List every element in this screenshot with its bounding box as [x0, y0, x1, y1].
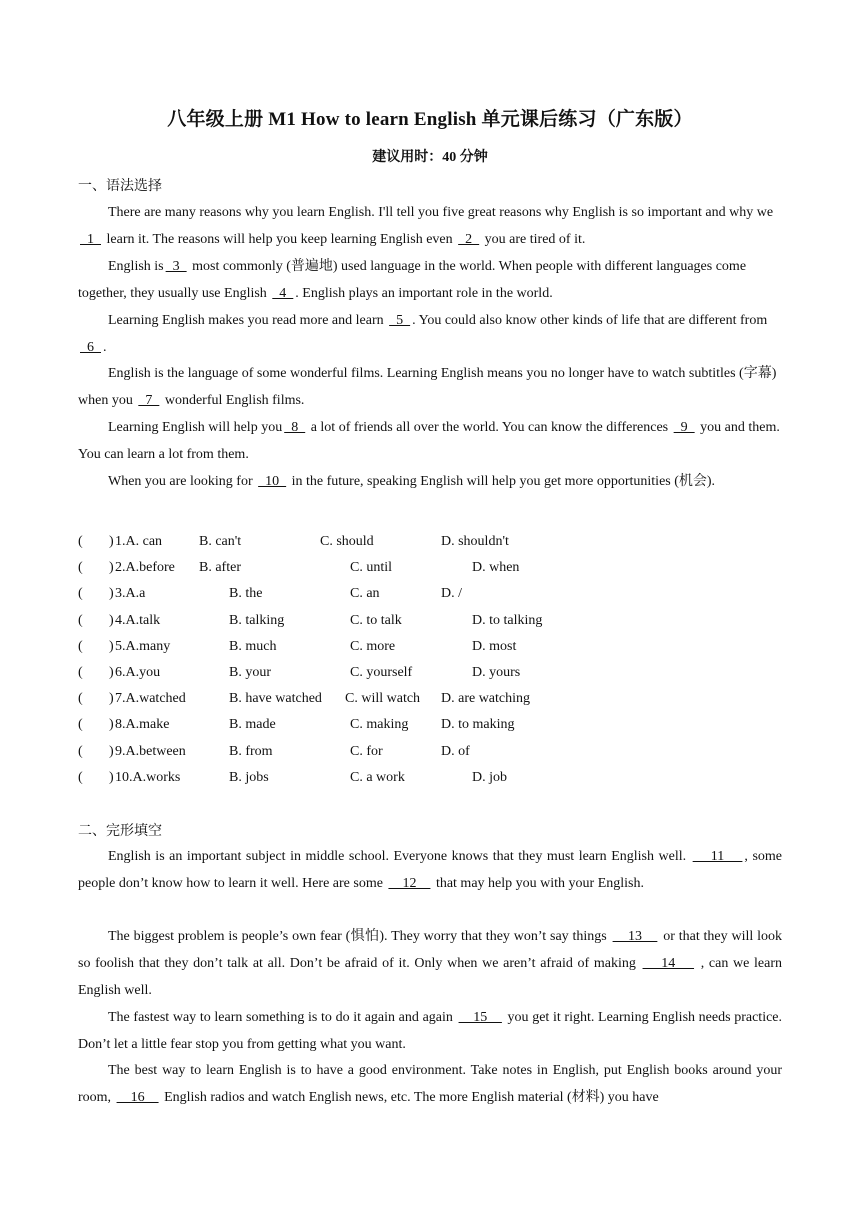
- passage-text: learn it. The reasons will help you keep learning English even: [103, 232, 457, 247]
- answer-paren-open: (: [78, 586, 83, 602]
- section-heading-cloze: 二、完形填空: [78, 824, 162, 839]
- answer-blank: 11: [692, 849, 743, 864]
- option-b: B. your: [229, 664, 271, 680]
- answer-paren-close: ): [109, 743, 114, 759]
- grammar-paragraph: [78, 414, 782, 468]
- grammar-paragraph: [78, 253, 782, 307]
- passage-text: you and them. You can learn a lot from them.: [78, 420, 780, 462]
- passage-text: you get it right. Learning English needs practice. Don’t let a little fear stop you from getting what you want.: [78, 1010, 783, 1052]
- answer-blank: 3: [165, 259, 187, 274]
- option-b: B. jobs: [229, 769, 269, 785]
- passage-text: Learning English makes you read more and learn: [108, 313, 388, 328]
- option-d: D. are watching: [441, 691, 531, 707]
- option-row: [78, 581, 782, 607]
- option-b: B. the: [229, 586, 263, 602]
- passage-text: English is the language of some wonderful films. Learning English means you no longer have to watch subtitles (字幕) when you: [78, 366, 777, 408]
- option-d: D. when: [472, 560, 520, 576]
- answer-blank: 12: [388, 876, 431, 891]
- passage-text: or that they will look so foolish that they don’t talk at all. Don’t be afraid of it. Only when we aren’t afraid of making: [78, 929, 783, 971]
- option-row: [78, 765, 782, 791]
- passage-text: , some people don’t know how to learn it well. Here are some: [78, 849, 782, 891]
- option-b: B. made: [229, 717, 276, 733]
- option-row: [78, 660, 782, 686]
- option-row: [78, 529, 782, 555]
- grammar-paragraph: [78, 307, 782, 361]
- answer-paren-close: ): [109, 560, 114, 576]
- option-c: C. yourself: [350, 664, 413, 680]
- answer-paren-close: ): [109, 769, 114, 785]
- passage-text: The best way to learn English is to have a good environment. Take notes in English, put English books around your room,: [78, 1063, 782, 1105]
- answer-paren-close: ): [109, 664, 114, 680]
- option-c: C. an: [350, 586, 380, 602]
- answer-paren-open: (: [78, 691, 83, 707]
- option-row: [78, 555, 782, 581]
- answer-paren-open: (: [78, 612, 83, 628]
- passage-text: Learning English will help you: [108, 420, 283, 435]
- passage-text: English is an important subject in middle school. Everyone knows that they must learn English well.: [108, 849, 691, 864]
- answer-blank: 15: [458, 1010, 502, 1025]
- option-d: D. job: [472, 769, 507, 785]
- answer-blank: 4: [272, 286, 294, 301]
- option-c: C. will watch: [345, 691, 421, 707]
- option-d: D. to talking: [472, 612, 543, 628]
- answer-blank: 13: [612, 929, 658, 944]
- option-d: D. of: [441, 743, 470, 759]
- option-b: B. much: [229, 638, 277, 654]
- option-d: D. shouldn't: [441, 534, 509, 549]
- option-a: 7.A.watched: [115, 691, 186, 707]
- grammar-paragraph: [78, 360, 782, 414]
- option-c: C. for: [350, 743, 383, 759]
- answer-blank: 7: [138, 393, 160, 408]
- passage-text: , can we learn English well.: [78, 956, 782, 998]
- option-row: [78, 712, 782, 738]
- option-b: B. have watched: [229, 691, 322, 707]
- answer-paren-close: ): [109, 638, 114, 654]
- option-a: 2.A.before: [115, 560, 175, 576]
- suggested-time: 建议用时：40 分钟: [372, 150, 488, 165]
- answer-blank: 9: [673, 420, 695, 435]
- passage-text: in the future, speaking English will help you get more opportunities (机会).: [288, 474, 716, 489]
- answer-blank: 5: [389, 313, 411, 328]
- passage-text: The biggest problem is people’s own fear (惧怕). They worry that they won’t say things: [108, 929, 611, 944]
- option-a: 10.A.works: [115, 769, 181, 785]
- cloze-paragraph: [78, 1057, 782, 1111]
- answer-blank: 8: [284, 420, 306, 435]
- option-row: [78, 686, 782, 712]
- option-c: C. more: [350, 638, 396, 654]
- answer-paren-open: (: [78, 769, 83, 785]
- option-a: 4.A.talk: [115, 612, 161, 628]
- passage-text: . You could also know other kinds of life that are different from: [412, 313, 768, 328]
- option-b: B. after: [199, 560, 241, 576]
- option-d: D. /: [441, 586, 462, 602]
- passage-text: English radios and watch English news, etc. The more English material (材料) you have: [160, 1090, 659, 1105]
- cloze-paragraph: [78, 843, 782, 897]
- answer-paren-open: (: [78, 534, 83, 549]
- answer-paren-open: (: [78, 743, 83, 759]
- answer-paren-close: ): [109, 586, 114, 602]
- answer-blank: 1: [80, 232, 101, 247]
- passage-text: . English plays an important role in the world.: [295, 286, 553, 301]
- passage-text: English is: [108, 259, 164, 274]
- answer-blank: 16: [116, 1090, 159, 1105]
- answer-paren-open: (: [78, 560, 83, 576]
- passage-text: wonderful English films.: [161, 393, 305, 408]
- passage-text: .: [103, 340, 107, 355]
- option-c: C. should: [320, 534, 374, 549]
- option-d: D. most: [472, 638, 517, 654]
- passage-text: The fastest way to learn something is to do it again and again: [108, 1010, 457, 1025]
- cloze-paragraph: [78, 923, 782, 1004]
- answer-paren-open: (: [78, 664, 83, 680]
- option-b: B. can't: [199, 534, 242, 549]
- answer-paren-open: (: [78, 717, 83, 733]
- option-c: C. until: [350, 560, 393, 576]
- option-c: C. a work: [350, 769, 405, 785]
- option-row: [78, 634, 782, 660]
- answer-blank: 6: [80, 340, 101, 355]
- option-row: [78, 739, 782, 765]
- grammar-paragraph: [78, 199, 782, 253]
- passage-text: that may help you with your English.: [432, 876, 644, 891]
- passage-text: When you are looking for: [108, 474, 257, 489]
- option-a: 3.A.a: [115, 586, 146, 602]
- page-title: 八年级上册 M1 How to learn English 单元课后练习（广东版）: [167, 109, 693, 130]
- answer-paren-close: ): [109, 691, 114, 707]
- option-a: 8.A.make: [115, 717, 170, 733]
- answer-paren-open: (: [78, 638, 83, 654]
- option-a: 9.A.between: [115, 743, 186, 759]
- option-a: 5.A.many: [115, 638, 171, 654]
- option-c: C. to talk: [350, 612, 402, 628]
- passage-text: most commonly (普遍地) used language in the world. When people with different languages come together, they usually use English: [78, 259, 747, 301]
- cloze-paragraph: [78, 1004, 782, 1058]
- section-heading-grammar: 一、语法选择: [78, 179, 162, 194]
- option-d: D. yours: [472, 664, 521, 680]
- option-c: C. making: [350, 717, 409, 733]
- grammar-paragraph: [78, 468, 782, 495]
- option-b: B. from: [229, 743, 273, 759]
- answer-paren-close: ): [109, 534, 114, 549]
- passage-text: you are tired of it.: [481, 232, 586, 247]
- grammar-options-list: [78, 529, 782, 791]
- answer-blank: 2: [458, 232, 480, 247]
- answer-paren-close: ): [109, 612, 114, 628]
- passage-text: There are many reasons why you learn English. I'll tell you five great reasons why English is so important and why we: [108, 205, 774, 220]
- passage-text: a lot of friends all over the world. You can know the differences: [307, 420, 672, 435]
- option-b: B. talking: [229, 612, 285, 628]
- option-row: [78, 608, 782, 634]
- answer-blank: 10: [258, 474, 287, 489]
- option-a: 6.A.you: [115, 664, 161, 680]
- answer-paren-close: ): [109, 717, 114, 733]
- option-d: D. to making: [441, 717, 515, 733]
- option-a: 1.A. can: [115, 534, 163, 549]
- answer-blank: 14: [642, 956, 695, 971]
